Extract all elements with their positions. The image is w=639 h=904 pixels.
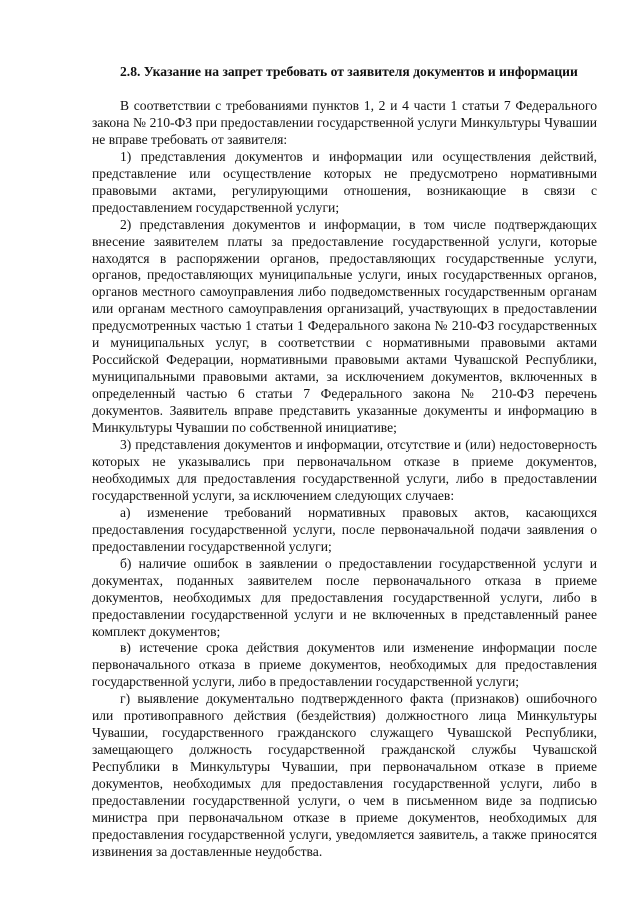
section-heading: 2.8. Указание на запрет требовать от заявителя документов и информации bbox=[120, 64, 578, 79]
subitem-a-paragraph: а) изменение требований нормативных правовых актов, касающихся предоставления государственной услуги, после первоначальной подачи заявления о предоставлении государственной услуги; bbox=[92, 504, 597, 554]
subitem-b-paragraph: б) наличие ошибок в заявлении о предоставлении государственной услуги и документах, поданных заявителем после первоначального отказа в приеме документов, необходимых для предоставления государственной услуги, либо в предоставлении государственной услуги и не включенных в представленный ранее комплект документов; bbox=[92, 555, 597, 639]
intro-paragraph: В соответствии с требованиями пунктов 1, 2 и 4 части 1 статьи 7 Федерального закона № 210-ФЗ при предоставлении государственной услуги Минкультуры Чувашии не вправе требовать от заявителя: bbox=[92, 97, 597, 147]
item-1-paragraph: 1) представления документов и информации или осуществления действий, представление или осуществление которых не предусмотрено нормативными правовыми актами, регулирующими отношения, возникающие в связи с предоставлением государственной услуги; bbox=[92, 148, 597, 215]
subitem-g-paragraph: г) выявление документально подтвержденного факта (признаков) ошибочного или противоправного действия (бездействия) должностного лица Минкультуры Чувашии, государственного гражданского служащего Чувашской Республики, замещающего должность государственной гражданской службы Чувашской Республики в Минкультуры Чувашии, при первоначальном отказе в приеме документов, необходимых для предоставления государственной услуги, либо в предоставлении государственной услуги, о чем в письменном виде за подписью министра при первоначальном отказе в приеме документов, необходимых для предоставления государственной услуги, уведомляется заявитель, а также приносятся извинения за доставленные неудобства. bbox=[92, 691, 597, 859]
item-2-paragraph: 2) представления документов и информации, в том числе подтверждающих внесение заявителем платы за предоставление государственной услуги, которые находятся в распоряжении органов, предоставляющих государственные услуги, органов, предоставляющих муниципальные услуги, иных государственных органов, органов местного самоуправления либо подведомственных государственным органам или органам местного самоуправления организаций, участвующих в предоставлении предусмотренных частью 1 статьи 1 Федерального закона № 210-ФЗ государственных и муниципальных услуг, в соответствии с нормативными правовыми актами Российской Федерации, нормативными правовыми актами Чувашской Республики, муниципальными правовыми актами, за исключением документов, включенных в определенный частью 6 статьи 7 Федерального закона № 210-ФЗ перечень документов. Заявитель вправе представить указанные документы и информацию в Минкультуры Чувашии по собственной инициативе; bbox=[92, 216, 597, 436]
document-page bbox=[92, 64, 597, 861]
item-3-paragraph: 3) представления документов и информации, отсутствие и (или) недостоверность которых не указывались при первоначальном отказе в приеме документов, необходимых для предоставления государственной услуги, либо в предоставлении государственной услуги, за исключением следующих случаев: bbox=[92, 437, 597, 503]
subitem-v-paragraph: в) истечение срока действия документов или изменение информации после первоначального отказа в приеме документов, необходимых для предоставления государственной услуги, либо в предоставлении государственной услуги; bbox=[92, 640, 597, 690]
